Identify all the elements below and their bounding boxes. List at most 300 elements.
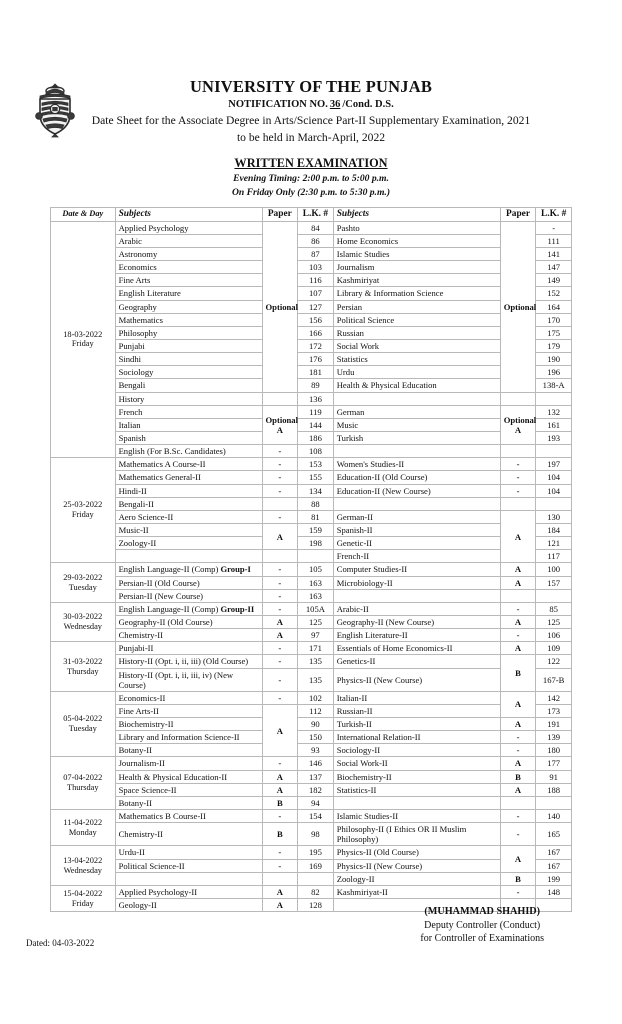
lk-left: 135 (298, 655, 334, 668)
subject-right: Physics-II (Old Course) (333, 846, 500, 859)
paper-left: A (262, 783, 298, 796)
col-header-paper-left: Paper (262, 207, 298, 221)
lk-left: 90 (298, 718, 334, 731)
table-row (51, 668, 572, 691)
subject-right: Zoology-II (333, 872, 500, 885)
subject-left: Mathematics General-II (115, 471, 262, 484)
lk-right (536, 445, 572, 458)
table-header-row (51, 207, 572, 221)
subject-left: Botany-II (115, 796, 262, 809)
lk-right: 167 (536, 846, 572, 859)
subject-left: Italian (115, 418, 262, 431)
lk-right: 199 (536, 872, 572, 885)
lk-left: 81 (298, 510, 334, 523)
exam-date: 13-04-2022 (63, 855, 103, 865)
lk-left: 119 (298, 405, 334, 418)
paper-right: - (500, 602, 536, 615)
table-row (51, 859, 572, 872)
lk-right: 125 (536, 615, 572, 628)
table-row (51, 589, 572, 602)
subject-left: English Language-II (Comp) Group-I (115, 563, 262, 576)
col-header-lk-right: L.K. # (536, 207, 572, 221)
table-row (51, 418, 572, 431)
paper-right: - (500, 823, 536, 846)
subject-right: Social Work-II (333, 757, 500, 770)
paper-left: - (262, 757, 298, 770)
lk-right: 106 (536, 629, 572, 642)
paper-left: - (262, 810, 298, 823)
subject-left: Mathematics B Course-II (115, 810, 262, 823)
exam-date: 29-03-2022 (63, 572, 103, 582)
paper-left: B (262, 796, 298, 809)
paper-right (500, 497, 536, 510)
lk-left: 108 (298, 445, 334, 458)
exam-date-cell (51, 642, 116, 692)
exam-day: Friday (71, 339, 94, 349)
table-row (51, 234, 572, 247)
col-header-subjects-left: Subjects (115, 207, 262, 221)
subject-right: Political Science (333, 313, 500, 326)
subject-left: Bengali-II (115, 497, 262, 510)
paper-right: A (500, 783, 536, 796)
paper-right: A (500, 642, 536, 655)
subject-left: Geology-II (115, 899, 262, 912)
table-row (51, 704, 572, 717)
lk-right: 180 (536, 744, 572, 757)
signatory-title-2: for Controller of Examinations (420, 933, 544, 945)
subject-right: Arabic-II (333, 602, 500, 615)
paper-right: B (500, 655, 536, 691)
table-row (51, 274, 572, 287)
table-row (51, 366, 572, 379)
lk-right: 138-A (536, 379, 572, 392)
lk-right: 104 (536, 471, 572, 484)
subject-left: English Language-II (Comp) Group-II (115, 602, 262, 615)
subject-right: Music (333, 418, 500, 431)
table-row (51, 655, 572, 668)
paper-right (500, 796, 536, 809)
subject-right: English Literature-II (333, 629, 500, 642)
lk-left: 163 (298, 576, 334, 589)
lk-right: 100 (536, 563, 572, 576)
paper-left: B (262, 823, 298, 846)
exam-date: 11-04-2022 (63, 817, 103, 827)
paper-left: - (262, 484, 298, 497)
table-row (51, 602, 572, 615)
lk-left: 82 (298, 885, 334, 898)
notification-number: 36 (329, 99, 341, 111)
notification-suffix: /Cond. D.S. (342, 99, 394, 111)
subject-right: Kashmiriyat-II (333, 885, 500, 898)
paper-right: A (500, 691, 536, 717)
table-row (51, 510, 572, 523)
notification-line (0, 99, 622, 111)
lk-right: 91 (536, 770, 572, 783)
table-row (51, 458, 572, 471)
lk-right (536, 796, 572, 809)
paper-left: - (262, 642, 298, 655)
datesheet-table-wrapper (50, 207, 572, 913)
subject-left: Sociology (115, 366, 262, 379)
paper-left: - (262, 445, 298, 458)
paper-left (262, 550, 298, 563)
subject-left: Economics (115, 261, 262, 274)
lk-left: 153 (298, 458, 334, 471)
paper-left (262, 392, 298, 405)
subject-left: Health & Physical Education-II (115, 770, 262, 783)
table-row (51, 497, 572, 510)
table-row (51, 744, 572, 757)
subject-left: Sindhi (115, 353, 262, 366)
exam-date-cell (51, 846, 116, 885)
subject-left: Philosophy (115, 326, 262, 339)
lk-left: 97 (298, 629, 334, 642)
paper-right: A (500, 718, 536, 731)
table-row (51, 846, 572, 859)
lk-right: 164 (536, 300, 572, 313)
subject-left: Geography-II (Old Course) (115, 615, 262, 628)
lk-right: 161 (536, 418, 572, 431)
paper-right: Optional (500, 221, 536, 392)
lk-right: 121 (536, 537, 572, 550)
lk-right: 147 (536, 261, 572, 274)
exam-day: Friday (71, 898, 94, 908)
lk-left: 98 (298, 823, 334, 846)
timing-line2: On Friday Only (2:30 p.m. to 5:30 p.m.) (231, 186, 391, 198)
signatory-name: (MUHAMMAD SHAHID) (424, 906, 541, 917)
paper-left: Optional (262, 221, 298, 392)
subject-left: Urdu-II (115, 846, 262, 859)
lk-right: 191 (536, 718, 572, 731)
lk-left: 94 (298, 796, 334, 809)
lk-left: 135 (298, 668, 334, 691)
paper-right: A (500, 846, 536, 872)
subject-right: Italian-II (333, 691, 500, 704)
paper-right: A (500, 576, 536, 589)
table-row (51, 537, 572, 550)
lk-left: 128 (298, 899, 334, 912)
subject-left: Botany-II (115, 744, 262, 757)
subject-left: Biochemistry-II (115, 718, 262, 731)
subject-left (115, 550, 262, 563)
lk-right: 157 (536, 576, 572, 589)
exam-date-cell (51, 602, 116, 641)
paper-right: - (500, 731, 536, 744)
subject-right (333, 796, 500, 809)
subject-right: International Relation-II (333, 731, 500, 744)
table-row (51, 731, 572, 744)
lk-left: 186 (298, 431, 334, 444)
subject-right: Computer Studies-II (333, 563, 500, 576)
timing-line1: Evening Timing: 2:00 p.m. to 5:00 p.m. (233, 172, 389, 184)
document-header (0, 0, 622, 199)
col-header-lk-left: L.K. # (298, 207, 334, 221)
subject-left: Journalism-II (115, 757, 262, 770)
subject-right: Social Work (333, 339, 500, 352)
paper-right: - (500, 471, 536, 484)
lk-left: 154 (298, 810, 334, 823)
paper-left: - (262, 668, 298, 691)
subject-right: Statistics (333, 353, 500, 366)
table-row (51, 379, 572, 392)
subject-right: Education-II (Old Course) (333, 471, 500, 484)
table-row (51, 392, 572, 405)
table-row (51, 615, 572, 628)
table-row (51, 550, 572, 563)
paper-left: A (262, 615, 298, 628)
paper-left: - (262, 691, 298, 704)
subject-right: Physics-II (New Course) (333, 668, 500, 691)
university-title: UNIVERSITY OF THE PUNJAB (189, 77, 433, 96)
subject-left: Mathematics A Course-II (115, 458, 262, 471)
subject-right (333, 445, 500, 458)
lk-right: 173 (536, 704, 572, 717)
lk-left: 155 (298, 471, 334, 484)
lk-left: 166 (298, 326, 334, 339)
lk-right: 142 (536, 691, 572, 704)
lk-left: 134 (298, 484, 334, 497)
lk-right: 122 (536, 655, 572, 668)
lk-left: 137 (298, 770, 334, 783)
table-row (51, 823, 572, 846)
university-crest-icon (32, 82, 78, 138)
exam-date: 30-03-2022 (63, 612, 103, 622)
lk-right: 188 (536, 783, 572, 796)
table-row (51, 718, 572, 731)
paper-right (500, 589, 536, 602)
lk-right: 170 (536, 313, 572, 326)
table-row (51, 326, 572, 339)
subject-right: Russian (333, 326, 500, 339)
lk-left (298, 872, 334, 885)
subject-right: Physics-II (New Course) (333, 859, 500, 872)
lk-left: 171 (298, 642, 334, 655)
paper-right: - (500, 629, 536, 642)
table-row (51, 261, 572, 274)
subject-right (333, 392, 500, 405)
table-row (51, 770, 572, 783)
subject-right (333, 589, 500, 602)
subject-left: English (For B.Sc. Candidates) (115, 445, 262, 458)
table-row (51, 287, 572, 300)
lk-left: 103 (298, 261, 334, 274)
lk-right (536, 497, 572, 510)
exam-date: 15-04-2022 (63, 888, 103, 898)
paper-left: - (262, 563, 298, 576)
subject-right: Journalism (333, 261, 500, 274)
paper-right: Optional A (500, 405, 536, 444)
col-header-subjects-right: Subjects (333, 207, 500, 221)
exam-day: Wednesday (63, 622, 102, 631)
subject-left: Bengali (115, 379, 262, 392)
lk-right: 177 (536, 757, 572, 770)
lk-right: 196 (536, 366, 572, 379)
table-row (51, 313, 572, 326)
paper-left: - (262, 859, 298, 872)
subject-right: Islamic Studies-II (333, 810, 500, 823)
subject-right: Russian-II (333, 704, 500, 717)
paper-left: - (262, 576, 298, 589)
lk-left: 105 (298, 563, 334, 576)
subject-left: Mathematics (115, 313, 262, 326)
lk-left: 102 (298, 691, 334, 704)
exam-date-cell (51, 885, 116, 911)
exam-date: 18-03-2022 (63, 329, 103, 339)
subject-right: Women's Studies-II (333, 458, 500, 471)
subject-left: Space Science-II (115, 783, 262, 796)
col-header-paper-right: Paper (500, 207, 536, 221)
table-row (51, 642, 572, 655)
subject-right: Genetic-II (333, 537, 500, 550)
subject-left: Astronomy (115, 248, 262, 261)
table-row (51, 405, 572, 418)
lk-right: 190 (536, 353, 572, 366)
lk-left: 88 (298, 497, 334, 510)
exam-date: 31-03-2022 (63, 656, 103, 666)
subject-left: Spanish (115, 431, 262, 444)
table-row (51, 691, 572, 704)
lk-left: 150 (298, 731, 334, 744)
table-row (51, 484, 572, 497)
table-row (51, 248, 572, 261)
exam-day: Thursday (66, 666, 99, 676)
lk-right: 197 (536, 458, 572, 471)
subject-right: German-II (333, 510, 500, 523)
exam-date-cell (51, 563, 116, 602)
table-row (51, 872, 572, 885)
lk-left: 159 (298, 523, 334, 536)
lk-left: 169 (298, 859, 334, 872)
lk-right: 139 (536, 731, 572, 744)
exam-date-cell (51, 221, 116, 458)
table-row (51, 563, 572, 576)
subject-right: Kashmiriyat (333, 274, 500, 287)
subject-left: History (115, 392, 262, 405)
table-row (51, 757, 572, 770)
paper-left (262, 497, 298, 510)
paper-left: - (262, 846, 298, 859)
lk-right: 179 (536, 339, 572, 352)
paper-left (262, 872, 298, 885)
paper-right: - (500, 744, 536, 757)
paper-left: A (262, 770, 298, 783)
paper-right: A (500, 757, 536, 770)
subject-left: Arabic (115, 234, 262, 247)
lk-left: 86 (298, 234, 334, 247)
paper-right: A (500, 563, 536, 576)
lk-left: 198 (298, 537, 334, 550)
subject-left: Aero Science-II (115, 510, 262, 523)
subject-left: Punjabi-II (115, 642, 262, 655)
subject-left: Punjabi (115, 339, 262, 352)
subject-left: Music-II (115, 523, 262, 536)
paper-left: - (262, 510, 298, 523)
subject-left: Zoology-II (115, 537, 262, 550)
lk-left: 163 (298, 589, 334, 602)
subject-right: Turkish-II (333, 718, 500, 731)
paper-right (500, 445, 536, 458)
paper-left: A (262, 704, 298, 757)
paper-right: B (500, 872, 536, 885)
paper-right: A (500, 510, 536, 563)
lk-left: 112 (298, 704, 334, 717)
paper-right: - (500, 810, 536, 823)
paper-right: A (500, 615, 536, 628)
lk-left: 182 (298, 783, 334, 796)
lk-right: 149 (536, 274, 572, 287)
lk-right: 148 (536, 885, 572, 898)
lk-left: 127 (298, 300, 334, 313)
paper-left: Optional A (262, 405, 298, 444)
subject-left: History-II (Opt. i, ii, iii, iv) (New Course) (115, 668, 262, 691)
datesheet-subtitle-line1: Date Sheet for the Associate Degree in Arts/Science Part-II Supplementary Examination, 2021 (91, 113, 531, 127)
paper-left: - (262, 602, 298, 615)
lk-left: 136 (298, 392, 334, 405)
subject-right: Education-II (New Course) (333, 484, 500, 497)
table-row (51, 796, 572, 809)
subject-right: Turkish (333, 431, 500, 444)
table-row (51, 576, 572, 589)
subject-right: Genetics-II (333, 655, 500, 668)
subject-right (333, 497, 500, 510)
subject-left: Persian-II (New Course) (115, 589, 262, 602)
table-row (51, 300, 572, 313)
paper-left: A (262, 899, 298, 912)
paper-left: A (262, 885, 298, 898)
subject-right: Geography-II (New Course) (333, 615, 500, 628)
lk-left (298, 550, 334, 563)
exam-type-heading: WRITTEN EXAMINATION (234, 155, 388, 170)
paper-right: - (500, 885, 536, 898)
notification-prefix: NOTIFICATION NO. (228, 99, 328, 111)
subject-left: Fine Arts-II (115, 704, 262, 717)
lk-right: 117 (536, 550, 572, 563)
exam-date: 25-03-2022 (63, 500, 103, 510)
subject-left: English Literature (115, 287, 262, 300)
subject-left: Applied Psychology-II (115, 885, 262, 898)
subject-left: Library and Information Science-II (115, 731, 262, 744)
subject-left: Fine Arts (115, 274, 262, 287)
lk-left: 144 (298, 418, 334, 431)
subject-right: Library & Information Science (333, 287, 500, 300)
datesheet-table (50, 207, 572, 913)
lk-right: 109 (536, 642, 572, 655)
subject-right: Biochemistry-II (333, 770, 500, 783)
lk-right: 140 (536, 810, 572, 823)
subject-left: Applied Psychology (115, 221, 262, 234)
subject-right: Philosophy-II (I Ethics OR II Muslim Philosophy) (333, 823, 500, 846)
lk-right: 85 (536, 602, 572, 615)
subject-left: Hindi-II (115, 484, 262, 497)
exam-day: Tuesday (68, 582, 97, 592)
subject-left: Chemistry-II (115, 629, 262, 642)
lk-left: 93 (298, 744, 334, 757)
table-row (51, 339, 572, 352)
lk-left: 181 (298, 366, 334, 379)
exam-date: 07-04-2022 (63, 773, 103, 783)
paper-left: - (262, 458, 298, 471)
dated-value: 04-03-2022 (52, 938, 95, 948)
subject-left: Geography (115, 300, 262, 313)
paper-left: - (262, 589, 298, 602)
lk-right: 132 (536, 405, 572, 418)
signatory-title-1: Deputy Controller (Conduct) (424, 919, 541, 931)
exam-date-cell (51, 691, 116, 757)
subject-right: Urdu (333, 366, 500, 379)
lk-left: 156 (298, 313, 334, 326)
col-header-date-day: Date & Day (51, 207, 116, 221)
table-row (51, 221, 572, 234)
